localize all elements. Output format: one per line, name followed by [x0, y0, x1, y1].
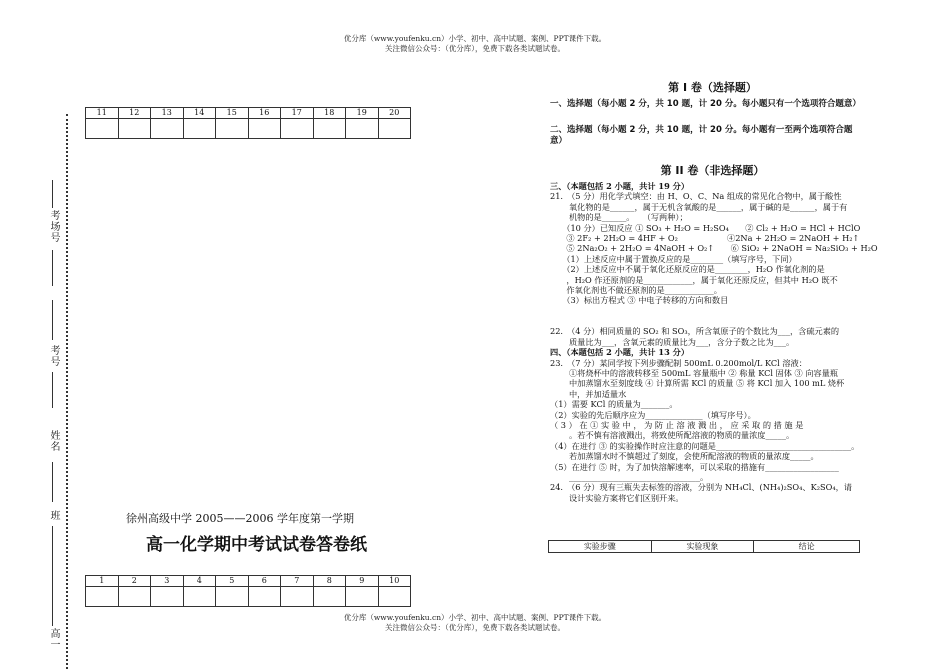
section2-instruction: 二、选择题（每小题 2 分，共 10 题，计 20 分。每小题有一至两个选项符合题	[550, 125, 853, 135]
part2-line: 四、（本题包括 2 小题，共计 13 分）	[550, 347, 690, 358]
question-number: 5	[216, 576, 249, 587]
part2-line: （1）需要 KCl 的质量为_______。	[550, 399, 678, 410]
question-number: 18	[313, 108, 346, 119]
school-title: 徐州高级中学 2005——2006 学年度第一学期	[126, 512, 354, 525]
exam-no-underline	[52, 300, 53, 340]
part2-line: 质量比为___，含氧元素的质量比为___，含分子数之比为___。	[550, 336, 795, 347]
part2-line: ，H₂O 作还原剂的是____________，属于氧化还原反应，但其中 H₂O 既不	[550, 274, 838, 285]
footer-line-2: 关注微信公众号：（优分库），免费下载各类试题试卷。	[385, 623, 565, 632]
binding-dotted-line	[66, 114, 68, 669]
answer-box[interactable]	[346, 119, 379, 139]
answer-box[interactable]	[183, 119, 216, 139]
part2-line: ③ 2F₂ + 2H₂O = 4HF + O₂ ④2Na + 2H₂O = 2NaOH + H₂↑	[550, 232, 860, 243]
part2-title: 第 II 卷（非选择题）	[660, 164, 765, 177]
answer-box[interactable]	[378, 119, 411, 139]
question-number: 12	[118, 108, 151, 119]
exam-room-underline-2	[52, 250, 53, 286]
part2-line: 中加蒸馏水至刻度线 ④ 计算所需 KCl 的质量 ⑤ 将 KCl 加入 100 mL 烧杯	[550, 378, 845, 389]
part2-line: （2）实验的先后顺序应为______________（填写序号）。	[550, 409, 756, 420]
question-number: 14	[183, 108, 216, 119]
question-number: 2	[118, 576, 151, 587]
answer-box[interactable]	[151, 587, 184, 607]
part2-line: 23. （7 分）某同学按下列步骤配制 500mL 0.200mol/L KCl 溶液：	[550, 357, 807, 368]
experiment-table	[548, 540, 860, 553]
question-number: 13	[151, 108, 184, 119]
answer-box[interactable]	[183, 587, 216, 607]
part2-line	[550, 316, 890, 326]
answer-box[interactable]	[281, 119, 314, 139]
part2-line: 作氧化剂也不做还原剂的是____________。	[550, 284, 722, 295]
part1-title: 第 I 卷（选择题）	[668, 81, 757, 94]
question-number: 4	[183, 576, 216, 587]
exam-room-underline	[52, 180, 53, 208]
answer-box[interactable]	[86, 119, 119, 139]
part2-line: （1）上述反应中属于置换反应的是________（填写序号，下同）	[550, 253, 797, 264]
header-line-1: 优分库（www.youfenku.cn）小学、初中、高中试题、案例、PPT课件下载。	[343, 34, 607, 43]
name-underline	[52, 462, 53, 502]
part2-line: （10 分）已知反应 ① SO₃ + H₂O = H₂SO₄ ② Cl₂ + H₂O = HCl + HClO	[550, 222, 861, 233]
answer-box[interactable]	[248, 587, 281, 607]
answer-box[interactable]	[281, 587, 314, 607]
part2-line: 三、（本题包括 2 小题，共计 19 分）	[550, 181, 690, 191]
question-number: 20	[378, 108, 411, 119]
part2-line: ①将烧杯中的溶液转移至 500mL 容量瓶中 ② 称量 KCl 固体 ③ 向容量瓶	[550, 368, 839, 379]
sheet-title: 高一化学期中考试试卷答卷纸	[146, 535, 367, 555]
part2-line: 。若不慎有溶液溅出，将致使所配溶液的物质的量浓度_____。	[550, 430, 795, 441]
question-number: 17	[281, 108, 314, 119]
answer-box[interactable]	[216, 119, 249, 139]
answer-box[interactable]	[216, 587, 249, 607]
part2-line: （3）标出方程式 ③ 中电子转移的方向和数目	[550, 295, 729, 306]
answer-box[interactable]	[378, 587, 411, 607]
part2-line: 22. （4 分）相同质量的 SO₂ 和 SO₃，所含氧原子的个数比为___，含硫元素的	[550, 326, 840, 337]
answer-box[interactable]	[118, 119, 151, 139]
section1-instruction: 一、选择题（每小题 2 分，共 10 题，计 20 分。每小题只有一个选项符合题意）	[550, 99, 861, 109]
question-number: 6	[248, 576, 281, 587]
question-number: 15	[216, 108, 249, 119]
question-number: 8	[313, 576, 346, 587]
answer-box[interactable]	[346, 587, 379, 607]
answer-box[interactable]	[313, 119, 346, 139]
part2-line: 若加蒸馏水时不慎超过了刻度，会使所配溶液的物质的量浓度_____。	[550, 451, 819, 462]
part2-line: （ 3 ） 在 ① 实 验 中 ， 为 防 止 溶 液 溅 出 ， 应 采 取 的 措 施 是	[550, 419, 804, 430]
part2-line: 氧化物的是______，属于无机含氧酸的是______，属于碱的是______，属于有	[550, 201, 848, 212]
part2-line	[550, 306, 890, 316]
answer-box[interactable]	[118, 587, 151, 607]
header-line-2: 关注微信公众号：（优分库），免费下载各类试题试卷。	[385, 44, 565, 53]
part2-line: ⑤ 2Na₂O₂ + 2H₂O = 4NaOH + O₂↑ ⑥ SiO₂ + 2NaOH = Na₂SiO₃ + H₂O	[550, 243, 878, 254]
part2-line: 机物的是______。 （写两种）；	[550, 212, 688, 223]
name-label: 姓名	[48, 430, 59, 452]
question-number: 16	[248, 108, 281, 119]
grade-label: 高一	[48, 628, 59, 650]
table-header-conclusion: 结论	[754, 541, 860, 553]
question-number: 1	[86, 576, 119, 587]
answer-grid-1-10	[85, 575, 411, 607]
answer-box[interactable]	[248, 119, 281, 139]
table-header-phenomena: 实验现象	[651, 541, 754, 553]
part2-content	[550, 181, 890, 503]
question-number: 10	[378, 576, 411, 587]
part2-line: 中，并加适量水	[550, 388, 627, 399]
question-number: 11	[86, 108, 119, 119]
part2-line: （4）在进行 ③ 的实验操作时应注意的问题是_________________________________。	[550, 440, 860, 451]
section2-instruction-cont: 意）	[550, 136, 568, 146]
answer-box[interactable]	[151, 119, 184, 139]
part2-line: （5）在进行 ⑤ 时，为了加快溶解速率，可以采取的措施有__________________	[550, 461, 839, 472]
exam-room-label: 考场号	[48, 210, 59, 243]
exam-no-label: 考号	[48, 345, 59, 367]
part2-line: 24. （6 分）现有三瓶失去标签的溶液，分别为 NH₄Cl、(NH₄)₂SO₄、K₂SO₄，请	[550, 482, 852, 493]
class-label: 班	[48, 510, 59, 521]
part2-line: 21. （5 分）用化学式填空：由 H、O、C、Na 组成的常见化合物中，属于酸性	[550, 191, 842, 202]
exam-no-underline-2	[52, 372, 53, 408]
part2-line: 设计实验方案将它们区别开来。	[550, 492, 684, 503]
question-number: 3	[151, 576, 184, 587]
question-number: 7	[281, 576, 314, 587]
footer-line-1: 优分库（www.youfenku.cn）小学、初中、高中试题、案例、PPT课件下载。	[343, 613, 607, 622]
answer-box[interactable]	[86, 587, 119, 607]
table-header-steps: 实验步骤	[549, 541, 652, 553]
class-underline	[52, 526, 53, 626]
answer-grid-11-20	[85, 107, 411, 139]
part2-line: ________________________________。	[550, 471, 709, 482]
question-number: 9	[346, 576, 379, 587]
answer-box[interactable]	[313, 587, 346, 607]
part2-line: （2）上述反应中不属于氧化还原反应的是________，H₂O 作氧化剂的是	[550, 264, 825, 275]
question-number: 19	[346, 108, 379, 119]
